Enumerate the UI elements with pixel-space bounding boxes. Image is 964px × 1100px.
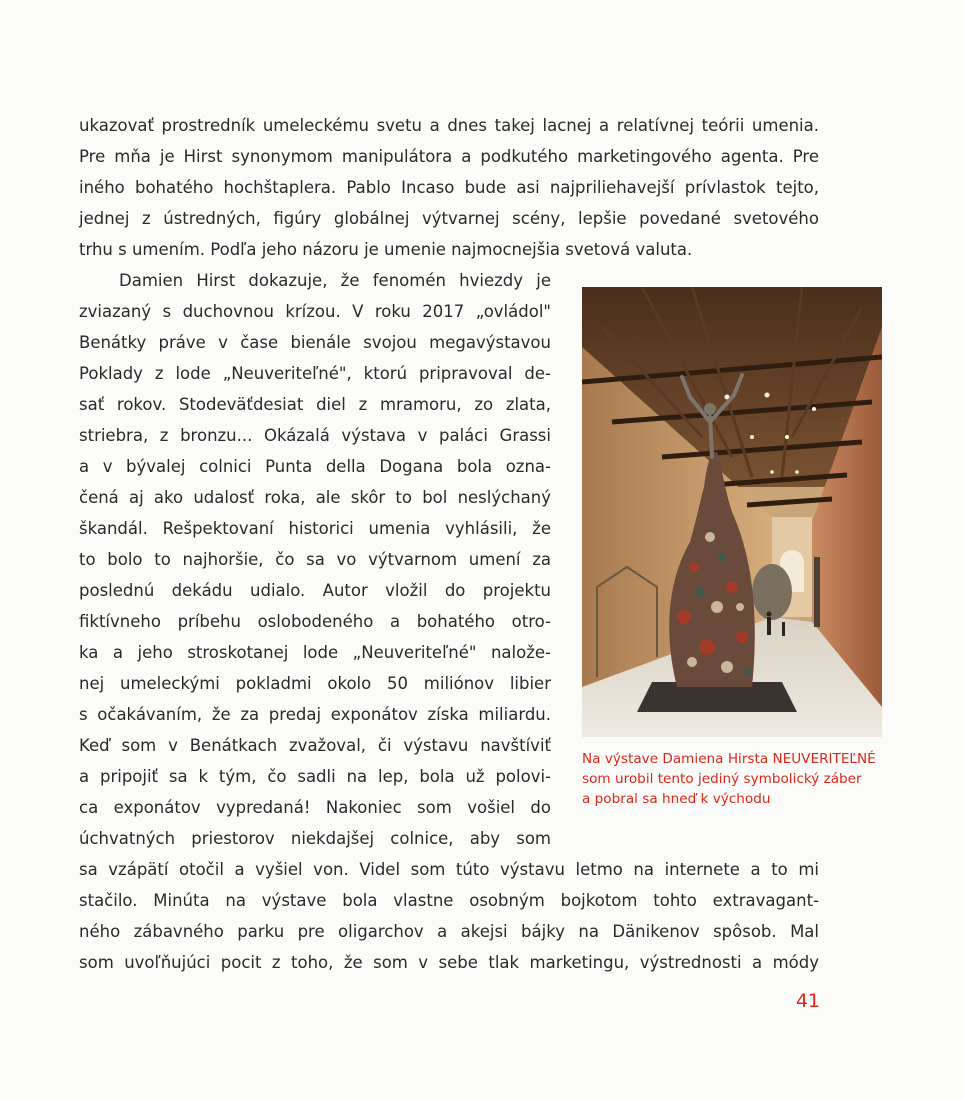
body-line: a pripojiť sa k tým, čo sadli na lep, bola už polovi- — [79, 767, 551, 786]
photo-caption-line: a pobral sa hneď k východu — [582, 791, 771, 807]
body-line: iného bohatého hochštaplera. Pablo Incaso bude asi najpriliehavejší prívlastok tejto, — [79, 178, 819, 197]
body-line: Poklady z lode „Neuveriteľné", ktorú pripravoval de- — [79, 364, 551, 383]
body-line: zviazaný s duchovnou krízou. V roku 2017 „ovládol" — [79, 302, 551, 321]
body-line: sať rokov. Stodeväťdesiat diel z mramoru, zo zlata, — [79, 395, 551, 414]
body-line: čená aj ako udalosť roka, ale skôr to bol neslýchaný — [79, 488, 551, 507]
body-line: Keď som v Benátkach zvažoval, či výstavu navštíviť — [79, 736, 551, 755]
body-line: ukazovať prostredník umeleckému svetu a dnes takej lacnej a relatívnej teórii umenia. — [79, 116, 819, 135]
body-line: Benátky práve v čase bienále svojou megavýstavou — [79, 333, 551, 352]
body-line: ného zábavného parku pre oligarchov a akejsi bájky na Dänikenov spôsob. Mal — [79, 922, 819, 941]
body-line: Damien Hirst dokazuje, že fenomén hviezdy je — [119, 271, 551, 290]
photo-caption-line: som urobil tento jediný symbolický záber — [582, 771, 862, 787]
page-number: 41 — [795, 990, 820, 1012]
body-line: nej umeleckými pokladmi okolo 50 miliónov libier — [79, 674, 551, 693]
body-line: jednej z ústredných, figúry globálnej výtvarnej scény, lepšie povedané svetového — [79, 209, 819, 228]
body-line: striebra, z bronzu... Okázalá výstava v paláci Grassi — [79, 426, 551, 445]
body-line: fiktívneho príbehu oslobodeného a bohatého otro- — [79, 612, 551, 631]
body-line: s očakávaním, že za predaj exponátov získa miliardu. — [79, 705, 551, 724]
exhibition-photo — [582, 287, 882, 737]
body-line: trhu s umením. Podľa jeho názoru je umenie najmocnejšia svetová valuta. — [79, 240, 693, 259]
body-line: sa vzápätí otočil a vyšiel von. Videl som túto výstavu letmo na internete a to mi — [79, 860, 819, 879]
body-line: Pre mňa je Hirst synonymom manipulátora a podkutého marketingového agenta. Pre — [79, 147, 819, 166]
body-line: to bolo to najhoršie, čo sa vo výtvarnom umení za — [79, 550, 551, 569]
body-line: škandál. Rešpektovaní historici umenia vyhlásili, že — [79, 519, 551, 538]
body-line: úchvatných priestorov niekdajšej colnice, aby som — [79, 829, 551, 848]
body-line: som uvoľňujúci pocit z toho, že som v sebe tlak marketingu, výstrednosti a módy — [79, 953, 819, 972]
body-line: ka a jeho stroskotanej lode „Neuveriteľné" nalože- — [79, 643, 551, 662]
body-line: poslednú dekádu udialo. Autor vložil do projektu — [79, 581, 551, 600]
body-line: ca exponátov vypredaná! Nakoniec som vošiel do — [79, 798, 551, 817]
body-line: stačilo. Minúta na výstave bola vlastne osobným bojkotom tohto extravagant- — [79, 891, 819, 910]
body-line: a v bývalej colnici Punta della Dogana bola ozna- — [79, 457, 551, 476]
photo-caption-line: Na výstave Damiena Hirsta NEUVERITEĽNÉ — [582, 751, 876, 767]
